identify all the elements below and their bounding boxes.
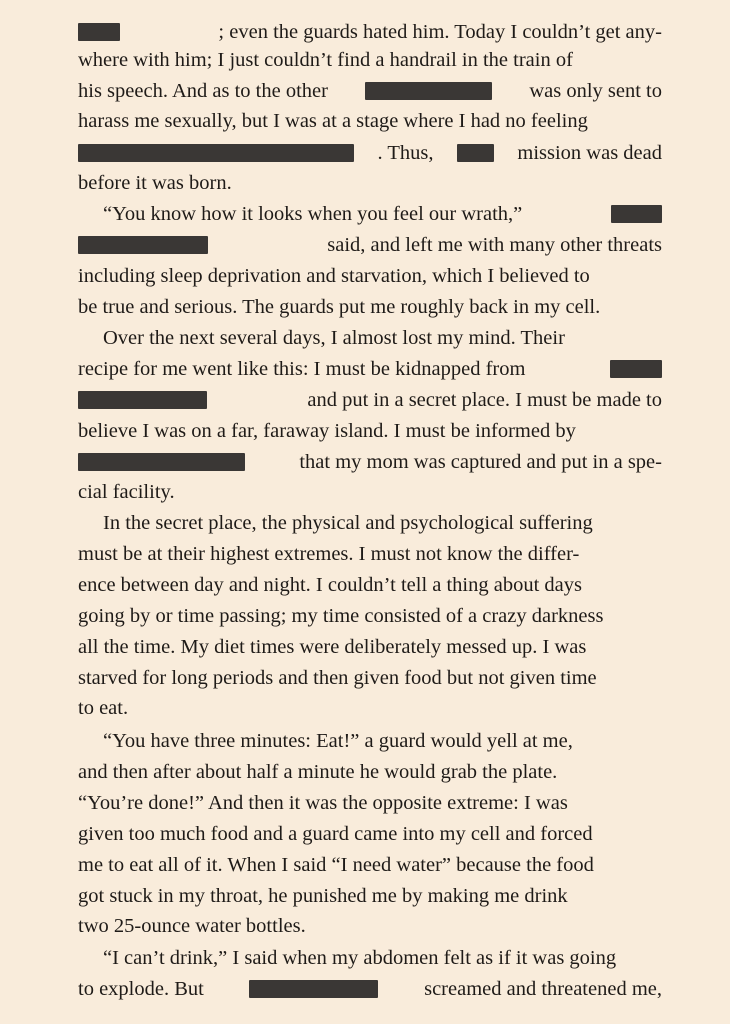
text-segment: recipe for me went like this: I must be kidnapped from <box>78 358 526 380</box>
text-segment: “You have three minutes: Eat!” a guard would yell at me, <box>103 730 573 752</box>
redaction-block <box>611 205 662 223</box>
redaction-block <box>78 391 207 409</box>
text-segment: cial facility. <box>78 481 175 503</box>
text-segment: that my mom was captured and put in a spe- <box>299 451 662 473</box>
text-line <box>78 665 662 691</box>
text-segment: Over the next several days, I almost lost my mind. Their <box>103 327 565 349</box>
redaction-block <box>610 360 662 378</box>
redaction-block <box>365 82 492 100</box>
text-segment: to eat. <box>78 697 129 719</box>
text-segment: got stuck in my throat, he punished me by making me drink <box>78 885 568 907</box>
text-line <box>78 263 662 289</box>
redaction-block <box>78 453 245 471</box>
text-line <box>103 325 662 351</box>
text-line <box>78 108 662 134</box>
text-segment: was only sent to <box>529 80 662 102</box>
text-line <box>78 78 662 104</box>
text-segment: all the time. My diet times were deliberately messed up. I was <box>78 636 587 658</box>
text-segment: and then after about half a minute he would grab the plate. <box>78 761 558 783</box>
text-segment: before it was born. <box>78 172 232 194</box>
text-line <box>78 695 662 721</box>
text-segment: ; even the guards hated him. Today I couldn’t get any- <box>218 21 662 43</box>
text-line <box>103 728 662 754</box>
text-segment: going by or time passing; my time consisted of a crazy darkness <box>78 605 604 627</box>
text-segment: and put in a secret place. I must be made to <box>307 389 662 411</box>
text-line <box>78 821 662 847</box>
text-segment: screamed and threatened me, <box>424 978 662 1000</box>
text-segment: given too much food and a guard came into my cell and forced <box>78 823 593 845</box>
text-line <box>78 976 662 1002</box>
redaction-block <box>457 144 494 162</box>
text-segment: where with him; I just couldn’t find a handrail in the train of <box>78 49 573 71</box>
text-line <box>78 232 662 258</box>
text-line <box>78 541 662 567</box>
text-segment: mission was dead <box>517 142 662 164</box>
text-segment: In the secret place, the physical and psychological suffering <box>103 512 593 534</box>
text-line <box>78 479 662 505</box>
text-segment: must be at their highest extremes. I must not know the differ- <box>78 543 580 565</box>
text-segment: . Thus, <box>377 142 434 164</box>
text-segment: believe I was on a far, faraway island. I must be informed by <box>78 420 576 442</box>
text-line <box>78 170 662 196</box>
text-line <box>78 603 662 629</box>
redaction-block <box>78 144 354 162</box>
text-line <box>78 140 662 166</box>
text-segment: starved for long periods and then given food but not given time <box>78 667 597 689</box>
text-line <box>78 759 662 785</box>
text-line <box>78 449 662 475</box>
text-line <box>78 418 662 444</box>
redaction-block <box>78 236 208 254</box>
text-line <box>103 201 662 227</box>
text-line <box>78 47 662 73</box>
text-segment: two 25-ounce water bottles. <box>78 915 306 937</box>
text-segment: be true and serious. The guards put me roughly back in my cell. <box>78 296 601 318</box>
text-segment: me to eat all of it. When I said “I need water” because the food <box>78 854 594 876</box>
text-line <box>78 356 662 382</box>
text-line <box>103 510 662 536</box>
text-segment: ence between day and night. I couldn’t tell a thing about days <box>78 574 583 596</box>
text-segment: including sleep deprivation and starvation, which I believed to <box>78 265 590 287</box>
redaction-block <box>78 23 120 41</box>
text-line <box>78 883 662 909</box>
text-line <box>78 387 662 413</box>
text-line <box>78 913 662 939</box>
text-segment: to explode. But <box>78 978 204 1000</box>
text-line <box>78 852 662 878</box>
redaction-block <box>249 980 378 998</box>
text-line <box>103 945 662 971</box>
text-line <box>78 294 662 320</box>
text-segment: his speech. And as to the other <box>78 80 328 102</box>
text-line <box>78 19 662 45</box>
text-segment: said, and left me with many other threats <box>327 234 662 256</box>
text-line <box>78 790 662 816</box>
text-segment: “I can’t drink,” I said when my abdomen felt as if it was going <box>103 947 617 969</box>
text-segment: “You’re done!” And then it was the opposite extreme: I was <box>78 792 568 814</box>
text-line <box>78 572 662 598</box>
text-segment: harass me sexually, but I was at a stage where I had no feeling <box>78 110 588 132</box>
text-line <box>78 634 662 660</box>
text-segment: “You know how it looks when you feel our wrath,” <box>103 203 523 225</box>
